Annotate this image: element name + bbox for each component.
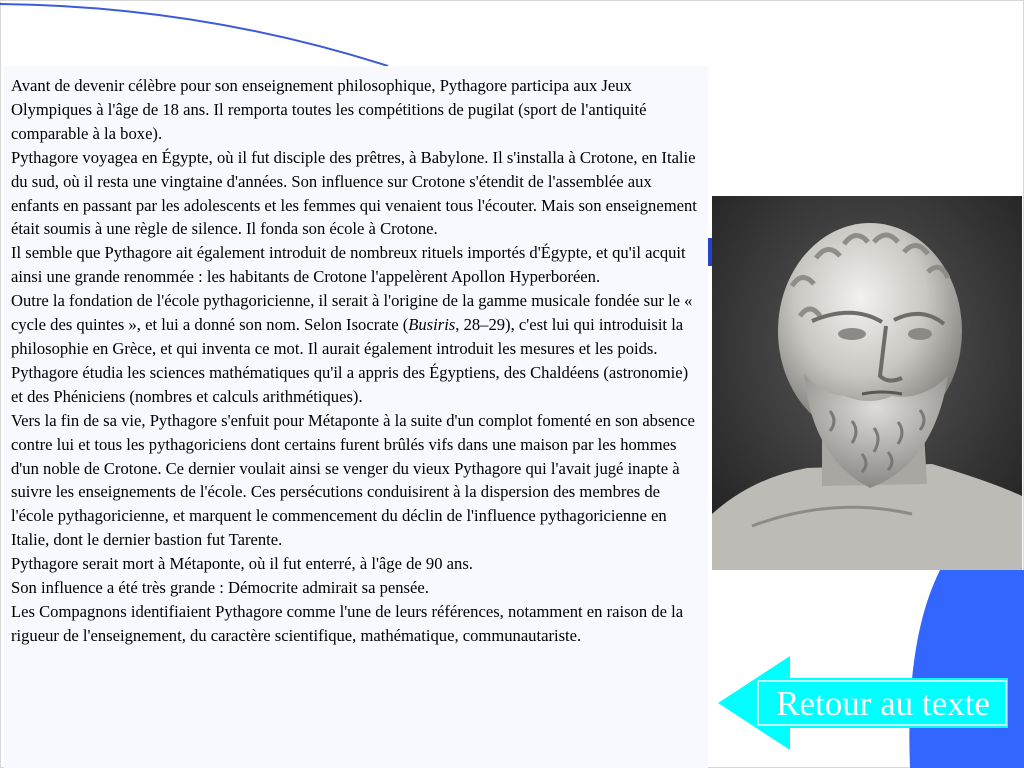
paragraph-travels: Pythagore voyagea en Égypte, où il fut disciple des prêtres, à Babylone. Il s'installa à Crotone, en Italie du sud, où il resta une vingtaine d'années. Son influence sur Crotone s'étendit de l'assemblée aux enfants en passant par les adolescents et les femmes qui venaient tous l'écouter. Mais son enseignement était soumis à une règle de silence. Il fonda son école à Crotone. (11, 147, 697, 239)
paragraph-olympics: Avant de devenir célèbre pour son enseignement philosophique, Pythagore participa aux Jeux Olympiques à l'âge de 18 ans. Il remporta toutes les compétitions de pugilat (sport de l'antiquité comparable à la boxe). (11, 76, 647, 143)
paragraph-school-part1: Outre la fondation de l'école pythagoricienne, il serait à l'origine de la gamme musicale fondée sur le « cycle des quintes », et lui a donné son nom. Selon Isocrate ( (11, 291, 693, 335)
paragraph-end-of-life: Vers la fin de sa vie, Pythagore s'enfuit pour Métaponte à la suite d'un complot fomenté en son absence contre lui et tous les pythagoriciens dont certains furent brûlés vifs dans une maison par les hommes d'un noble de Crotone. Ce dernier voulait ainsi se venger du vieux Pythagore qui l'avait jugé inapte à suivre les enseignements de l'école. Ces persécutions conduisirent à la dispersion des membres de l'école pythagoricienne, et marquent le commencement du déclin de l'influence pythagoricienne en Italie, dont le dernier bastion fut Tarente. (11, 410, 695, 550)
paragraph-compagnons: Les Compagnons identifiaient Pythagore comme l'une de leurs références, notamment en raison de la rigueur de l'enseignement, du caractère scientifique, mathématique, communautariste. (11, 601, 684, 645)
pythagoras-bust-image (712, 196, 1022, 570)
paragraph-school (11, 289, 702, 409)
text-panel (4, 66, 708, 768)
paragraph-rituals: Il semble que Pythagore ait également introduit de nombreux rituels importés d'Égypte, et qu'il acquit ainsi une grande renommée : les habitants de Crotone l'appelèrent Apollon Hyperboréen. (11, 243, 686, 287)
back-to-text-label: Retour au texte (776, 684, 990, 723)
busiris-title: Busiris (408, 315, 456, 335)
paragraph-school-part2: , 28–29), c'est lui qui introduisit la philosophie en Grèce, et qui inventa ce mot. Il aurait également introduit les mesures et les poids. Pythagore étudia les sciences mathématiques qu'il a appris des Égyptiens, des Chaldéens (astronomie) et des Phéniciens (nombres et calculs arithmétiques). (11, 315, 689, 406)
back-to-text-button[interactable] (718, 656, 1010, 750)
paragraph-influence: Son influence a été très grande : Démocrite admirait sa pensée. (11, 578, 429, 598)
top-swoosh (0, 4, 388, 66)
paragraph-death: Pythagore serait mort à Métaponte, où il fut enterré, à l'âge de 90 ans. (11, 554, 473, 574)
